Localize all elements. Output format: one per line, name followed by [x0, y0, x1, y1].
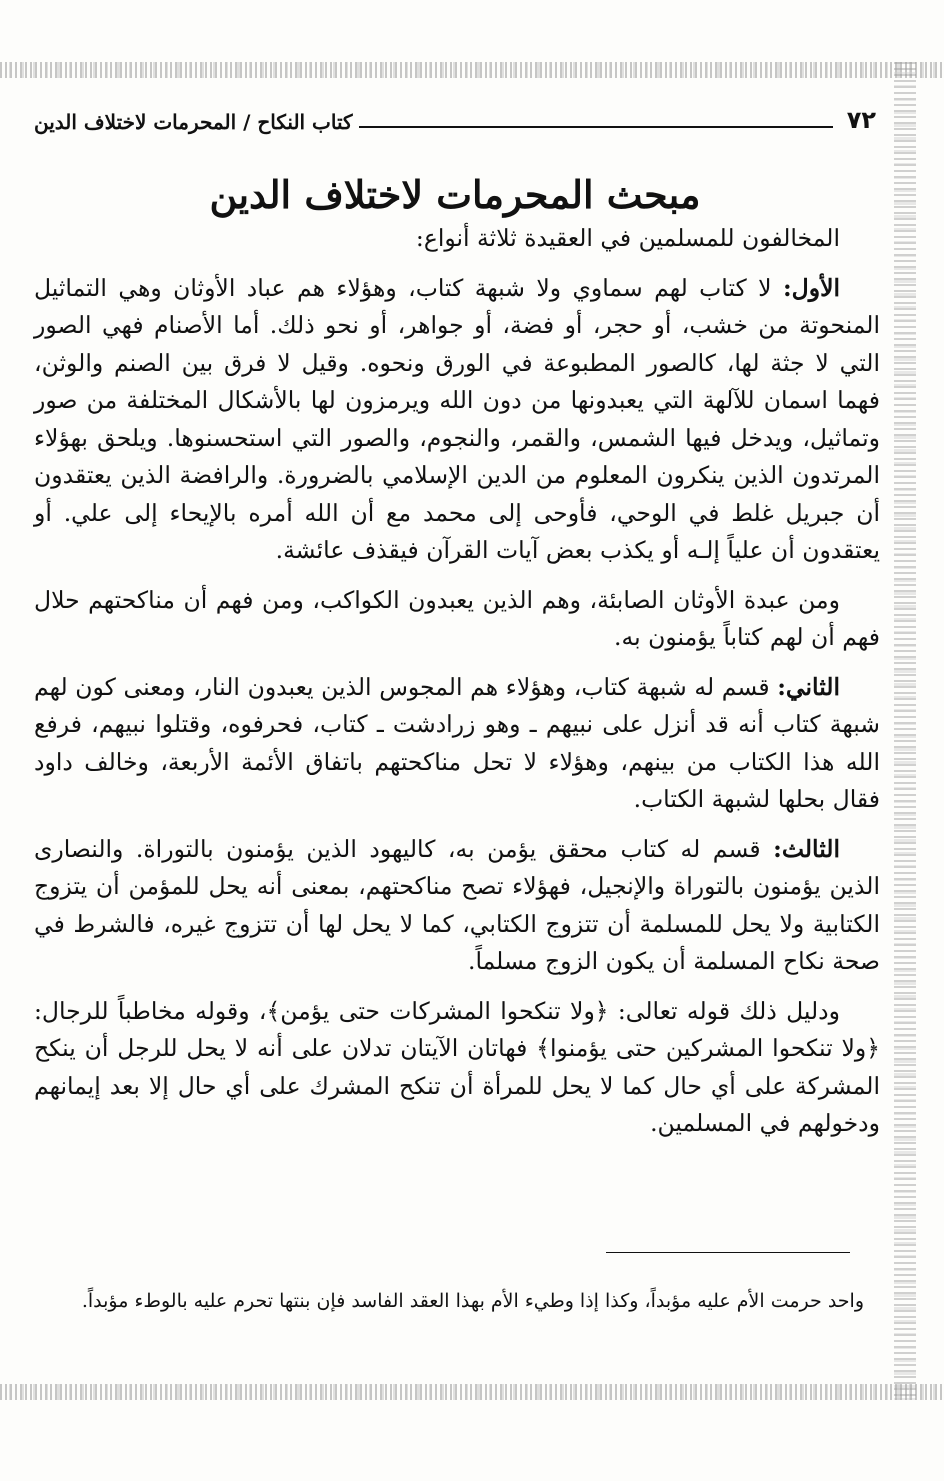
top-ornament-border — [0, 62, 944, 78]
paragraph-lead: الثاني: — [777, 672, 840, 701]
paragraph-text: المخالفون للمسلمين في العقيدة ثلاثة أنواع: — [415, 224, 840, 252]
page-header — [34, 94, 876, 134]
page-number: ٧٢ — [846, 106, 876, 134]
footnote-rule — [606, 1252, 850, 1253]
paragraph-lead: الثالث: — [773, 834, 840, 863]
paragraph-text: ومن عبدة الأوثان الصابئة، وهم الذين يعبدون الكواكب، ومن فهم أن مناكحتهم حلال فهم أن لهم كتاباً يؤمنون به. — [34, 585, 880, 651]
first-type-paragraph — [34, 270, 880, 570]
bottom-ornament-border — [0, 1384, 944, 1400]
header-rule — [359, 126, 833, 128]
chapter-title: مبحث المحرمات لاختلاف الدين — [209, 172, 701, 218]
second-type-paragraph — [34, 669, 880, 819]
paragraph-text: لا كتاب لهم سماوي ولا شبهة كتاب، وهؤلاء هم عباد الأوثان وهي التماثيل المنحوتة من خشب، أو حجر، أو فضة، أو جواهر، أو نحو ذلك. أما الأصنام فهي الصور التي لا جثة لها، كالصور المطبوعة في الورق ونحوه. وقيل لا فرق بين الصنم والوثن، فهما اسمان للآلهة التي يعبدونها من دون الله ويرمزون لها بالأشكال المختلفة من صور وتماثيل، ويدخل فيها الشمس، والقمر، والنجوم، والصور التي استحسنوها. ويلحق بهؤلاء المرتدون الذين ينكرون المعلوم من الدين الإسلامي بالضرورة. والرافضة الذين يعتقدون أن جبريل غلط في الوحي، فأوحى إلى محمد مع أن الله أمره بالإيحاء إلى علي. أو يعتقدون أن علياً إلـه أو يكذب بعض آيات القرآن فيقذف عائشة. — [34, 273, 880, 564]
paragraph-lead: الأول: — [782, 273, 840, 302]
side-ornament-border — [894, 62, 916, 1400]
sabians-paragraph — [34, 582, 880, 657]
third-type-paragraph — [34, 831, 880, 981]
paragraph-text: قسم له شبهة كتاب، وهؤلاء هم المجوس الذين يعبدون النار، ومعنى كون لهم شبهة كتاب أنه قد أنزل على نبيهم ـ وهو زرادشت ـ كتاب، فحرفوه، وقتلوا نبيهم، فرفع الله هذا الكتاب من بينهم، وهؤلاء لا تحل مناكحتهم باتفاق الأئمة الأربعة، وخالف داود فقال بحلها لشبهة الكتاب. — [34, 672, 880, 813]
footnote: واحد حرمت الأم عليه مؤبداً، وكذا إذا وطيء الأم بهذا العقد الفاسد فإن بنتها تحرم عليه بالوطء مؤبداً. — [81, 1290, 864, 1312]
paragraph-text: قسم له كتاب محقق يؤمن به، كاليهود الذين يؤمنون بالتوراة. والنصارى الذين يؤمنون بالتوراة والإنجيل، فهؤلاء تصح مناكحتهم، بمعنى أنه يحل للمؤمن أن يتزوج الكتابية ولا يحل للمسلمة أن تتزوج الكتابي، كما لا يحل لها أن تتزوج غيره، فالشرط في صحة نكاح المسلمة أن يكون الزوج مسلماً. — [34, 834, 880, 975]
paragraph-text: ودليل ذلك قوله تعالى: ﴿ولا تنكحوا المشركات حتى يؤمن﴾، وقوله مخاطباً للرجال: ﴿ولا تنكحوا المشركين حتى يؤمنوا﴾ فهاتان الآيتان تدلان على أنه لا يحل للرجل أن ينكح المشركة على أي حال كما لا يحل للمرأة أن تنكح المشرك على أي حال إلا بعد إيمانهم ودخولهم في المسلمين. — [34, 996, 880, 1137]
running-title: كتاب النكاح / المحرمات لاختلاف الدين — [34, 110, 353, 134]
evidence-paragraph — [34, 993, 880, 1143]
intro-paragraph — [34, 220, 880, 258]
body-text — [34, 220, 880, 1155]
